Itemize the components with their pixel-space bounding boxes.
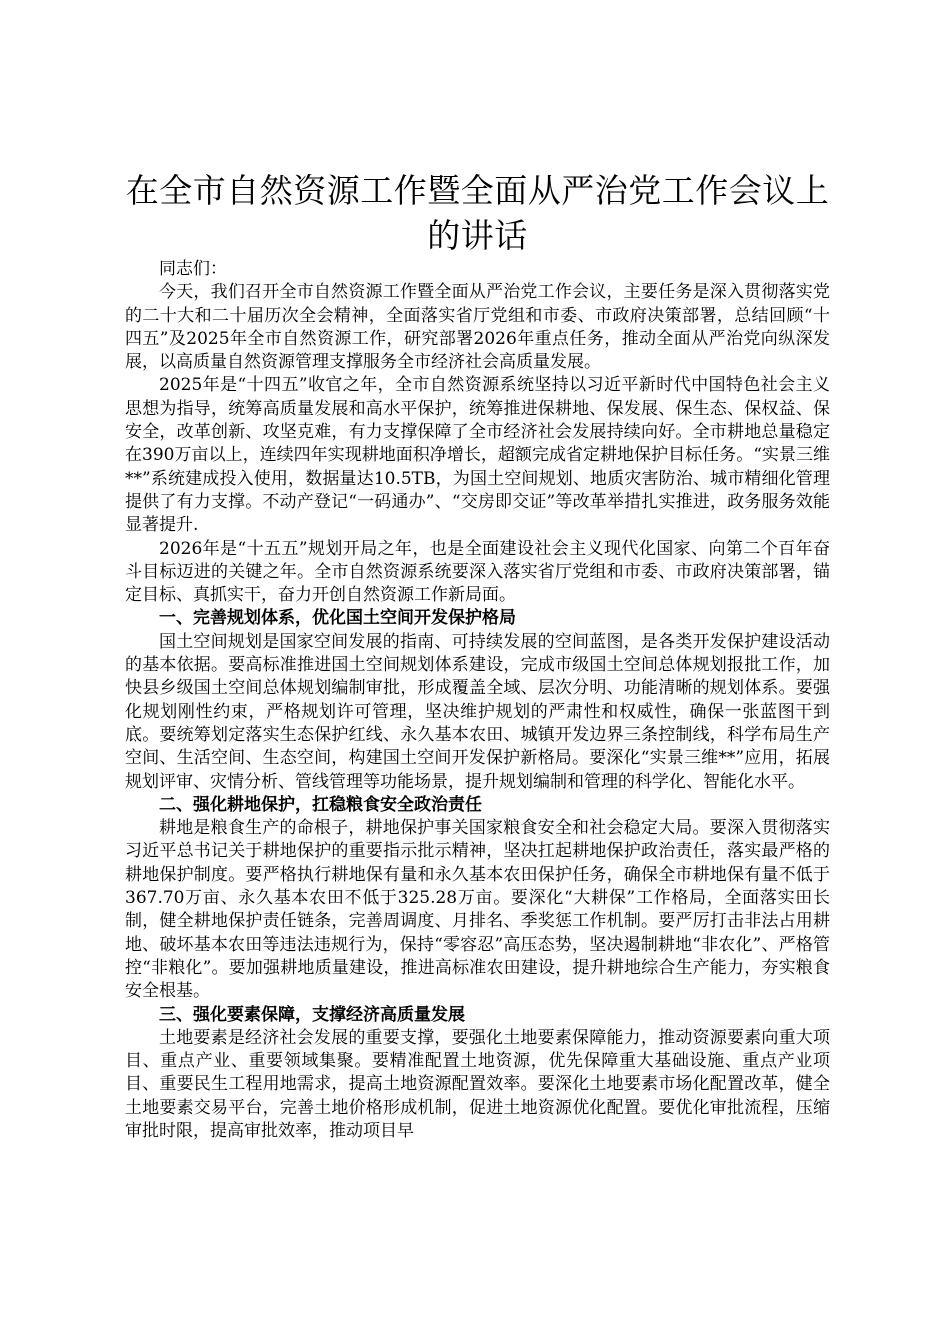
section-heading-1: 一、完善规划体系，优化国土空间开发保护格局 [159, 608, 516, 629]
intro-paragraph-3: 2026年是“十五五”规划开局之年，也是全面建设社会主义现代化国家、向第二个百年奋斗目标迈进的关键之年。全市自然资源系统要深入落实省厅党组和市委、市政府决策部署，锚定目标、真抓实干，奋力开创自然资源工作新局面。 [125, 538, 830, 606]
document-title: 在全市自然资源工作暨全面从严治党工作会议上的讲话 [125, 171, 830, 255]
section-heading-3: 三、强化要素保障，支撑经济高质量发展 [159, 1004, 465, 1025]
section-heading-2: 二、强化耕地保护，扛稳粮食安全政治责任 [159, 794, 482, 815]
document-page [125, 168, 830, 1143]
intro-paragraph-1: 今天，我们召开全市自然资源工作暨全面从严治党工作会议，主要任务是深入贯彻落实党的二十大和二十届历次全会精神，全面落实省厅党组和市委、市政府决策部署，总结回顾“十四五”及2025年全市自然资源工作，研究部署2026年重点任务，推动全面从严治党向纵深发展，以高质量自然资源管理支撑服务全市经济社会高质量发展。 [125, 282, 830, 373]
salutation: 同志们： [159, 259, 227, 279]
section-body-3: 土地要素是经济社会发展的重要支撑，要强化土地要素保障能力，推动资源要素向重大项目、重点产业、重要领域集聚。要精准配置土地资源，优先保障重大基础设施、重点产业项目、重要民生工程用地需求，提高土地资源配置效率。要深化土地要素市场化配置改革，健全土地要素交易平台，完善土地价格形成机制，促进土地资源优化配置。要优化审批流程，压缩审批时限，提高审批效率，推动项目早 [125, 1027, 830, 1141]
section-body-2: 耕地是粮食生产的命根子，耕地保护事关国家粮食安全和社会稳定大局。要深入贯彻落实习近平总书记关于耕地保护的重要指示批示精神，坚决扛起耕地保护政治责任，落实最严格的耕地保护制度。要严格执行耕地保有量和永久基本农田保护任务，确保全市耕地保有量不低于367.70万亩、永久基本农田不低于325.28万亩。要深化“大耕保”工作格局，全面落实田长制，健全耕地保护责任链条，完善周调度、月排名、季奖惩工作机制。要严厉打击非法占用耕地、破坏基本农田等违法违规行为，保持“零容忍”高压态势，坚决遏制耕地“非农化”、严格管控“非粮化”。要加强耕地质量建设，推进高标准农田建设，提升耕地综合生产能力，夯实粮食安全根基。 [125, 818, 830, 1002]
section-body-1: 国土空间规划是国家空间发展的指南、可持续发展的空间蓝图，是各类开发保护建设活动的基本依据。要高标准推进国土空间规划体系建设，完成市级国土空间总体规划报批工作，加快县乡级国土空间总体规划编制审批，形成覆盖全域、层次分明、功能清晰的规划体系。要强化规划刚性约束，严格规划许可管理，坚决维护规划的严肃性和权威性，确保一张蓝图干到底。要统筹划定落实生态保护红线、永久基本农田、城镇开发边界三条控制线，科学布局生产空间、生活空间、生态空间，构建国土空间开发保护新格局。要深化“实景三维**”应用，拓展规划评审、灾情分析、管线管理等功能场景，提升规划编制和管理的科学化、智能化水平。 [125, 631, 830, 792]
intro-paragraph-2: 2025年是“十四五”收官之年，全市自然资源系统坚持以习近平新时代中国特色社会主义思想为指导，统筹高质量发展和高水平保护，统筹推进保耕地、保发展、保生态、保权益、保安全，改革创新、攻坚克难，有力支撑保障了全市经济社会发展持续向好。全市耕地总量稳定在390万亩以上，连续四年实现耕地面积净增长，超额完成省定耕地保护目标任务。“实景三维**”系统建成投入使用，数据量达10.5TB，为国土空间规划、地质灾害防治、城市精细化管理提供了有力支撑。不动产登记“一码通办”、“交房即交证”等改革举措扎实推进，政务服务效能显著提升. [125, 375, 830, 536]
